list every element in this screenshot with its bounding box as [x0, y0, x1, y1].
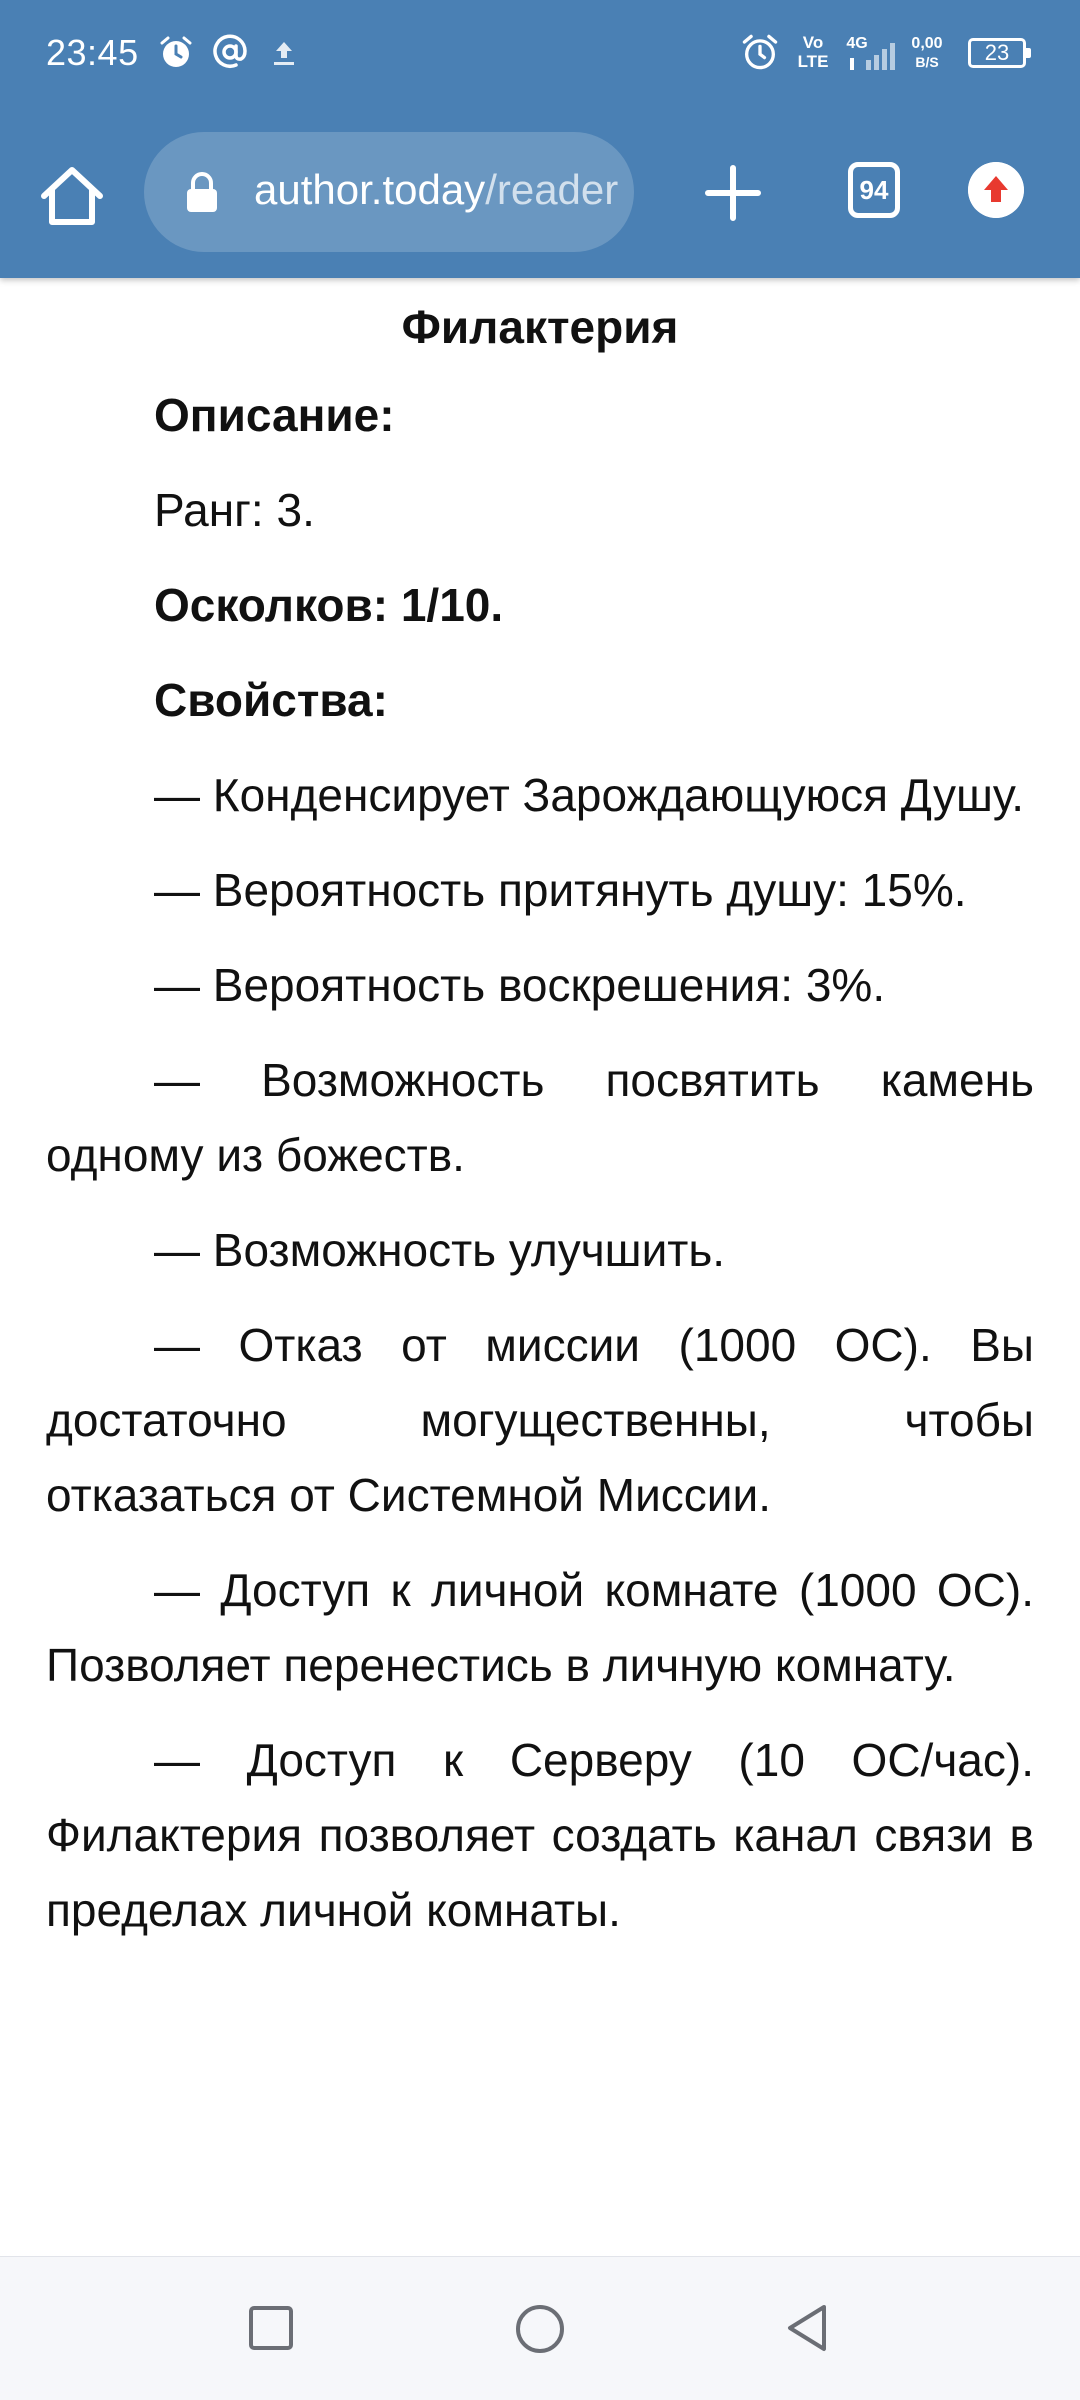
paragraph: — Доступ к Серверу (10 ОС/час). Филактерия позволяет создать канал связи в пределах личной комнаты. [46, 1734, 1034, 1936]
network-type: 4G [846, 35, 868, 52]
upload-icon [266, 34, 302, 70]
home-icon[interactable] [36, 160, 108, 232]
section-title: Филактерия [401, 301, 679, 353]
signal-icon [848, 40, 896, 72]
paragraph: Ранг: 3. [154, 484, 315, 536]
browser-chrome [0, 0, 1080, 278]
reader-content [46, 278, 1034, 1968]
alarm-clock-icon [740, 32, 780, 72]
paragraph: — Отказ от миссии (1000 ОС). Вы достаточно могущественны, чтобы отказаться от Системной Миссии. [46, 1319, 1034, 1521]
address-bar[interactable] [144, 132, 634, 252]
update-arrow-icon[interactable] [968, 162, 1024, 218]
home-circle-icon[interactable] [512, 2301, 568, 2357]
paragraph: Описание: [154, 389, 395, 441]
recents-square-icon[interactable] [244, 2301, 298, 2355]
url-text [254, 166, 624, 214]
paragraph: Свойства: [154, 674, 388, 726]
paragraph: — Возможность посвятить камень одному из божеств. [46, 1054, 1034, 1181]
paragraph: — Возможность улучшить. [154, 1224, 726, 1276]
system-navbar [0, 2256, 1080, 2400]
paragraph: — Конденсирует Зарождающуюся Душу. [154, 769, 1025, 821]
lock-icon [184, 170, 220, 214]
alarm-icon [158, 34, 194, 70]
paragraph: Осколков: 1/10. [154, 579, 504, 631]
at-sign-icon [212, 34, 248, 70]
paragraph: — Доступ к личной комнате (1000 ОС). Позволяет перенестись в личную комнату. [46, 1564, 1034, 1691]
plus-icon[interactable] [700, 160, 766, 226]
status-bar [0, 0, 1080, 110]
browser-toolbar [0, 110, 1080, 278]
network-speed: 0,00 B/S [911, 35, 943, 70]
back-triangle-icon[interactable] [780, 2301, 834, 2355]
url-path: /reader [485, 166, 619, 213]
paragraph: — Вероятность воскрешения: 3%. [154, 959, 886, 1011]
tabs-icon[interactable]: 94 [848, 162, 900, 218]
paragraph: — Вероятность притянуть душу: 15%. [154, 864, 967, 916]
battery-indicator: 23 [968, 38, 1026, 68]
volte-indicator: Vo LTE [797, 33, 829, 71]
status-time: 23:45 [46, 32, 139, 73]
url-host: author.today [254, 166, 486, 213]
